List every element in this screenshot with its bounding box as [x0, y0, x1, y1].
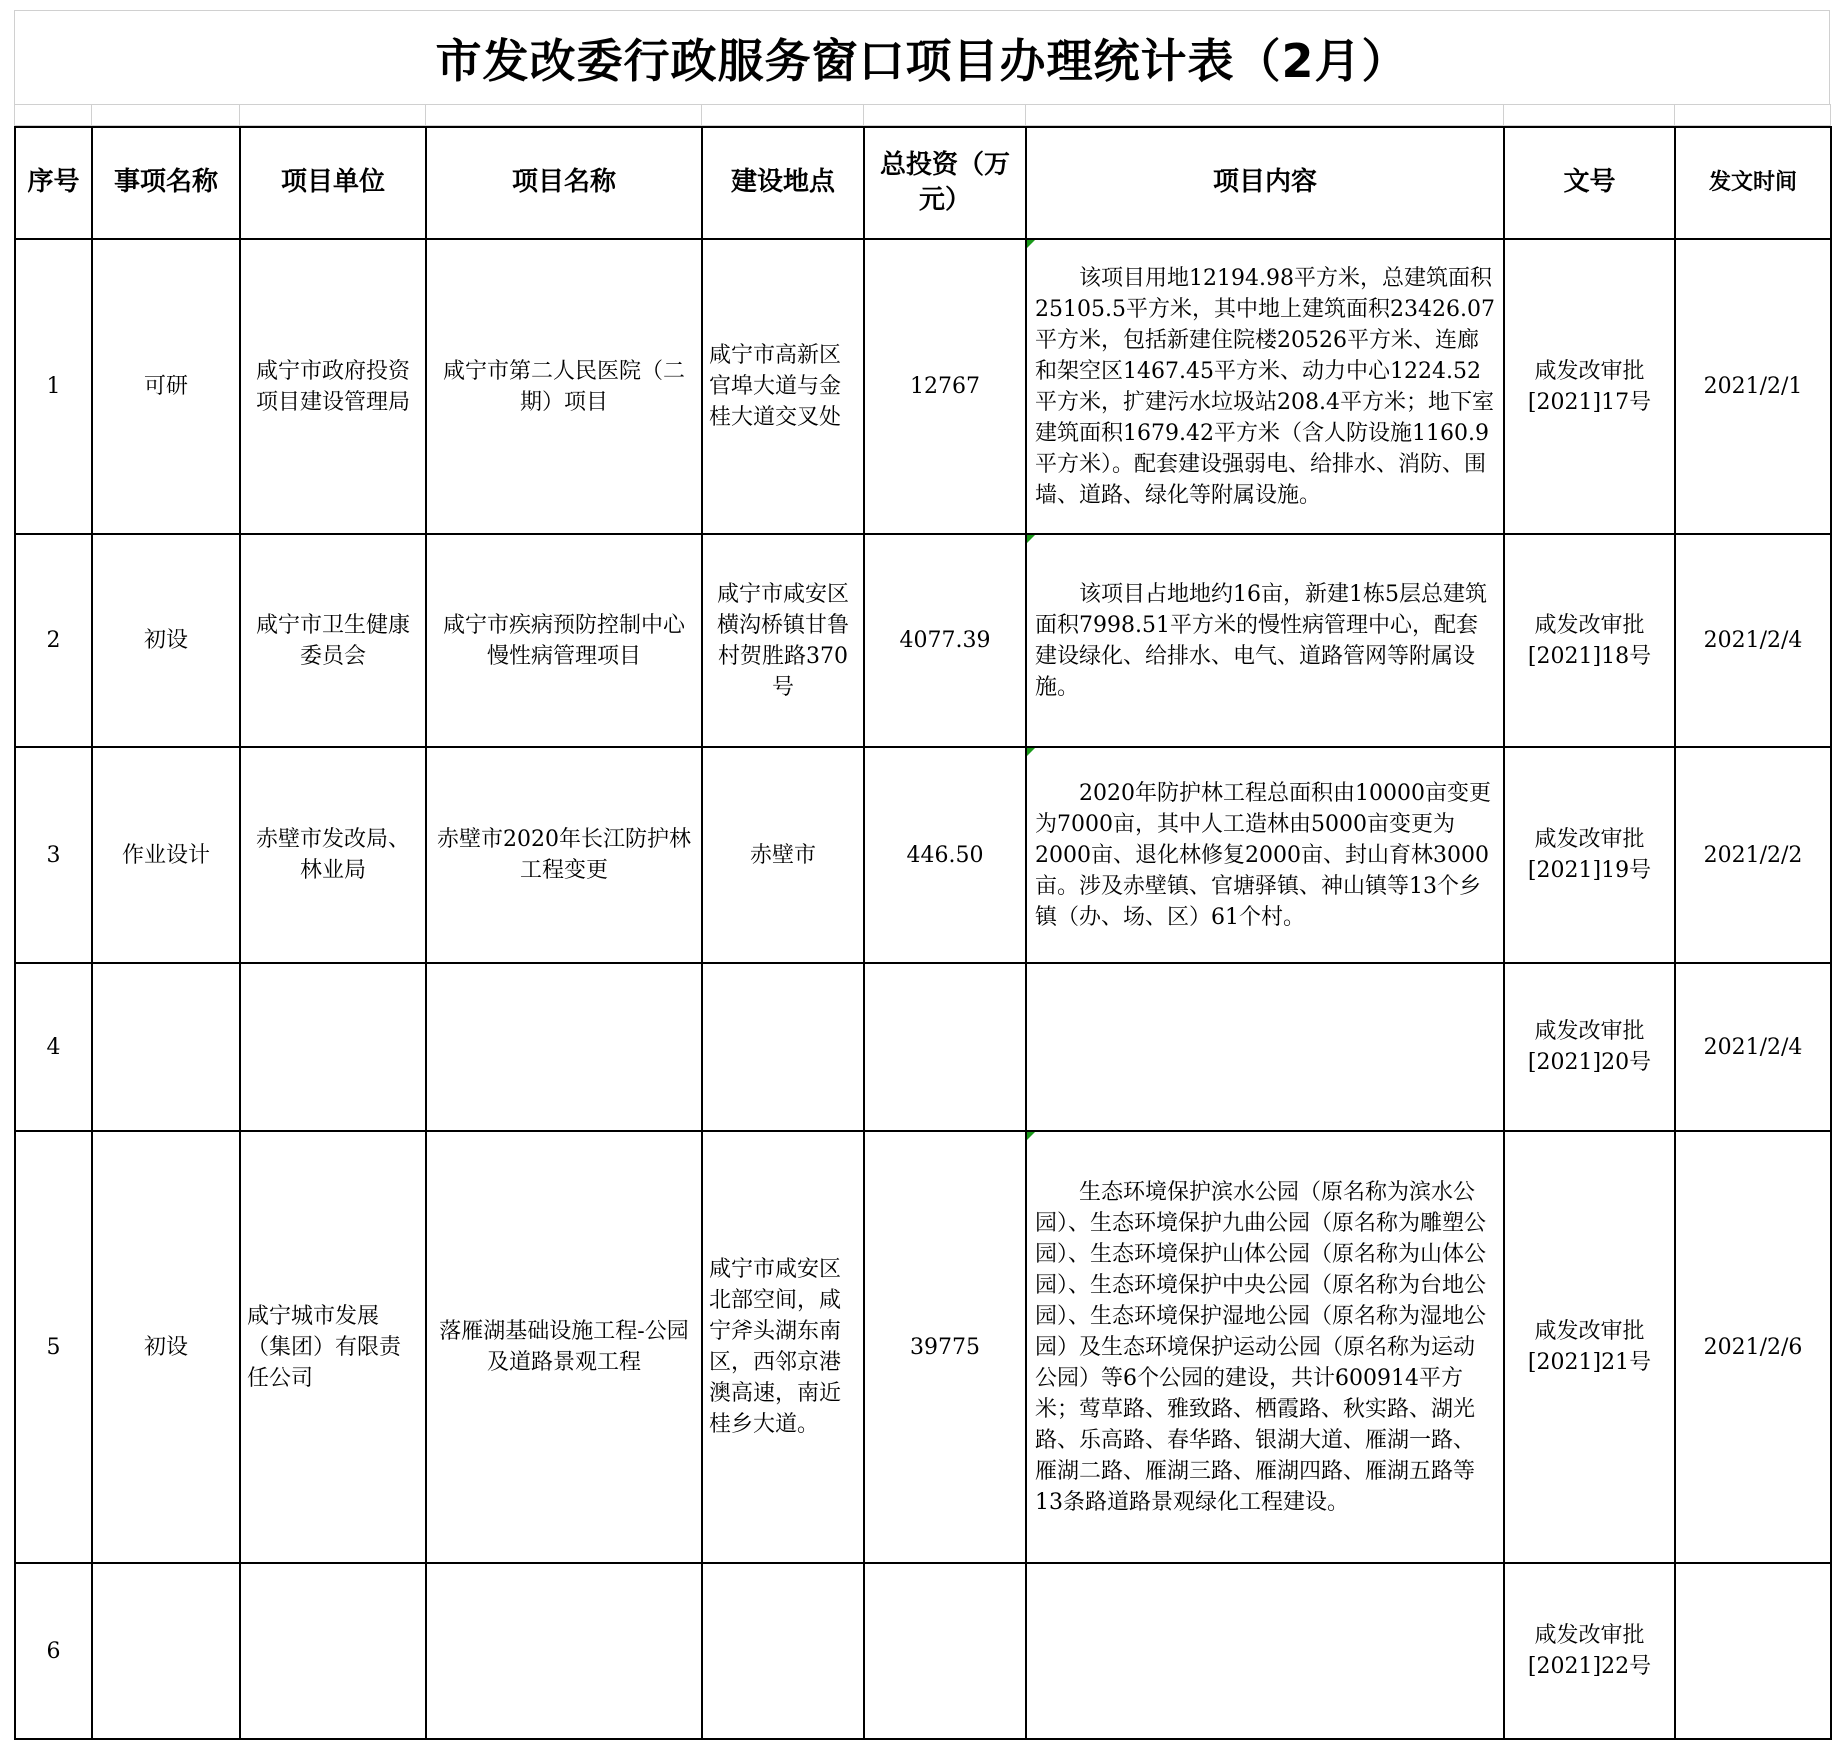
cell-seq: 6 [15, 1563, 92, 1739]
cell-investment: 12767 [864, 239, 1026, 534]
cell-investment: 446.50 [864, 747, 1026, 963]
comment-marker [1027, 1132, 1035, 1140]
cell-seq: 3 [15, 747, 92, 963]
cell-unit: 咸宁市卫生健康委员会 [240, 534, 426, 747]
page-title: 市发改委行政服务窗口项目办理统计表（2月） [435, 33, 1409, 88]
header-content: 项目内容 [1026, 127, 1504, 239]
comment-marker [1027, 240, 1035, 248]
cell-content [1026, 534, 1504, 747]
cell-unit [240, 1563, 426, 1739]
cell-item [92, 1563, 240, 1739]
cell-item: 初设 [92, 1131, 240, 1563]
spacer-row [14, 104, 1831, 126]
cell-location [702, 1563, 864, 1739]
cell-seq: 5 [15, 1131, 92, 1563]
cell-content [1026, 239, 1504, 534]
header-doc-no: 文号 [1504, 127, 1675, 239]
table-row [15, 239, 1831, 534]
cell-seq: 1 [15, 239, 92, 534]
cell-doc-no: 咸发改审批[2021]20号 [1504, 963, 1675, 1131]
cell-location: 赤壁市 [702, 747, 864, 963]
cell-unit: 咸宁市政府投资项目建设管理局 [240, 239, 426, 534]
comment-marker [1027, 748, 1035, 756]
cell-date [1675, 1563, 1831, 1739]
comment-marker [1027, 535, 1035, 543]
cell-content [1026, 963, 1504, 1131]
cell-doc-no: 咸发改审批[2021]22号 [1504, 1563, 1675, 1739]
cell-item: 初设 [92, 534, 240, 747]
cell-name [426, 963, 702, 1131]
cell-doc-no: 咸发改审批[2021]17号 [1504, 239, 1675, 534]
cell-investment: 4077.39 [864, 534, 1026, 747]
cell-content-text: 该项目用地12194.98平方米，总建筑面积25105.5平方米，其中地上建筑面积23426.07平方米，包括新建住院楼20526平方米、连廊和架空区1467.45平方米、动力中心1224.52平方米，扩建污水垃圾站208.4平方米；地下室建筑面积1679.42平方米（含人防设施1160.9平方米）。配套建设强弱电、给排水、消防、围墙、道路、绿化等附属设施。 [1035, 265, 1495, 508]
cell-name: 咸宁市第二人民医院（二期）项目 [426, 239, 702, 534]
stats-table [14, 126, 1832, 1740]
cell-item: 可研 [92, 239, 240, 534]
cell-location: 咸宁市咸安区横沟桥镇甘鲁村贺胜路370号 [702, 534, 864, 747]
header-unit: 项目单位 [240, 127, 426, 239]
header-seq: 序号 [15, 127, 92, 239]
cell-doc-no: 咸发改审批[2021]18号 [1504, 534, 1675, 747]
cell-unit: 咸宁城市发展（集团）有限责任公司 [240, 1131, 426, 1563]
cell-date: 2021/2/6 [1675, 1131, 1831, 1563]
cell-content-text: 2020年防护林工程总面积由10000亩变更为7000亩，其中人工造林由5000亩变更为2000亩、退化林修复2000亩、封山育林3000亩。涉及赤壁镇、官塘驿镇、神山镇等13个乡镇（办、场、区）61个村。 [1035, 780, 1491, 930]
cell-content-text: 生态环境保护滨水公园（原名称为滨水公园）、生态环境保护九曲公园（原名称为雕塑公园）、生态环境保护山体公园（原名称为山体公园）、生态环境保护中央公园（原名称为台地公园）、生态环境保护湿地公园（原名称为湿地公园）及生态环境保护运动公园（原名称为运动公园）等6个公园的建设，共计600914平方米；莺草路、雅致路、栖霞路、秋实路、湖光路、乐高路、春华路、银湖大道、雁湖一路、雁湖二路、雁湖三路、雁湖四路、雁湖五路等13条路道路景观绿化工程建设。 [1035, 1179, 1487, 1515]
table-row [15, 963, 1831, 1131]
cell-investment [864, 963, 1026, 1131]
cell-name: 落雁湖基础设施工程-公园及道路景观工程 [426, 1131, 702, 1563]
cell-unit [240, 963, 426, 1131]
cell-investment [864, 1563, 1026, 1739]
cell-investment: 39775 [864, 1131, 1026, 1563]
cell-item [92, 963, 240, 1131]
cell-unit: 赤壁市发改局、林业局 [240, 747, 426, 963]
cell-content [1026, 1563, 1504, 1739]
spreadsheet [14, 10, 1830, 1740]
header-item: 事项名称 [92, 127, 240, 239]
table-row [15, 1563, 1831, 1739]
header-row [15, 127, 1831, 239]
header-date: 发文时间 [1675, 127, 1831, 239]
cell-name [426, 1563, 702, 1739]
table-row [15, 534, 1831, 747]
cell-name: 赤壁市2020年长江防护林工程变更 [426, 747, 702, 963]
cell-date: 2021/2/4 [1675, 963, 1831, 1131]
cell-doc-no: 咸发改审批[2021]21号 [1504, 1131, 1675, 1563]
cell-date: 2021/2/4 [1675, 534, 1831, 747]
table-row [15, 747, 1831, 963]
cell-location [702, 963, 864, 1131]
cell-date: 2021/2/1 [1675, 239, 1831, 534]
cell-seq: 2 [15, 534, 92, 747]
cell-item: 作业设计 [92, 747, 240, 963]
cell-seq: 4 [15, 963, 92, 1131]
cell-location: 咸宁市高新区官埠大道与金桂大道交叉处 [702, 239, 864, 534]
cell-doc-no: 咸发改审批[2021]19号 [1504, 747, 1675, 963]
header-name: 项目名称 [426, 127, 702, 239]
header-location: 建设地点 [702, 127, 864, 239]
cell-location: 咸宁市咸安区北部空间，咸宁斧头湖东南区，西邻京港澳高速，南近桂乡大道。 [702, 1131, 864, 1563]
cell-content [1026, 747, 1504, 963]
cell-content-text: 该项目占地地约16亩，新建1栋5层总建筑面积7998.51平方米的慢性病管理中心，配套建设绿化、给排水、电气、道路管网等附属设施。 [1035, 581, 1487, 700]
table-row [15, 1131, 1831, 1563]
title-row [14, 10, 1830, 104]
header-investment: 总投资（万元） [864, 127, 1026, 239]
cell-name: 咸宁市疾病预防控制中心慢性病管理项目 [426, 534, 702, 747]
cell-date: 2021/2/2 [1675, 747, 1831, 963]
cell-content [1026, 1131, 1504, 1563]
